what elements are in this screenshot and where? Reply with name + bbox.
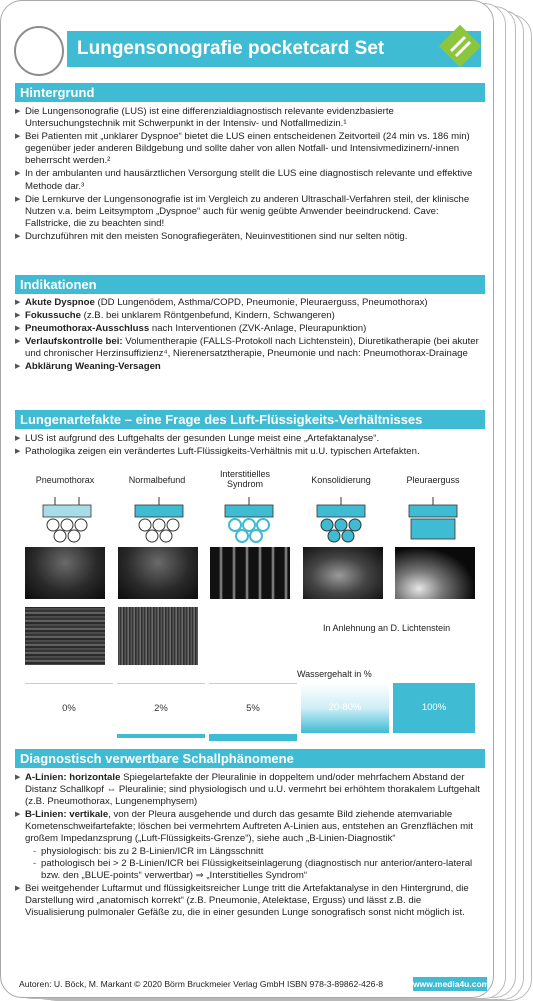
list-item: ▶ Pneumothorax-Ausschluss nach Interventionen (ZVK-Anlage, Pleurapunktion) <box>15 323 483 335</box>
pneumothorax-schema-icon <box>37 495 97 543</box>
ultrasound-image-pneumothorax <box>25 547 105 599</box>
section-heading-artefakte: Lungenartefakte – eine Frage des Luft-Flüssigkeits-Verhältnisses <box>15 410 485 429</box>
list-item-b-linien: ▶ B-Linien: vertikale, von der Pleura ausgehende und durch das gesamte Bild ziehende atemvariable Kometenschweifartefakte; löschen bei vermehrtem Auftreten A-Linien aus, entstehen an Grenzflächen mit großem Impedanzsprung („Luft-Flüssigkeits-Grenze“), siehe auch „B-Linien-Diagnostik“ - physiologisch: bis zu 2 B-Linien/ICR im Längsschnitt - pathologisch bei > 2 B-Linien/ICR bei Flüssigkeitseinlagerung (diagnostisch nur anterior/antero-lateral bzw. den „BLUE-points“ verwertbar) ⇒ „Interstitielles Syndrom“ <box>15 809 483 882</box>
pleuraerguss-schema-icon <box>403 495 463 543</box>
ultrasound-image-normalbefund <box>118 547 198 599</box>
b-linien-sublist <box>25 846 483 882</box>
schallphaenomene-list <box>15 772 483 920</box>
footer-credits: Autoren: U. Böck, M. Markant © 2020 Börm Bruckmeier Verlag GmbH ISBN 978-3-89862-426-8 <box>19 979 384 989</box>
sub-list-item: - pathologisch bei > 2 B-Linien/ICR bei Flüssigkeitseinlagerung (diagnostisch nur anterior/antero-lateral bzw. den „BLUE-points“ verwertbar) ⇒ „Interstitielles Syndrom“ <box>33 858 483 882</box>
ultrasound-image-interstitielles-syndrom <box>210 547 290 599</box>
list-item: ▶ Fokussuche (z.B. bei unklarem Röntgenbefund, Kindern, Schwangeren) <box>15 310 483 322</box>
water-content-2: 2% <box>117 683 205 738</box>
normalbefund-schema-icon <box>129 495 189 543</box>
hintergrund-list <box>15 106 483 244</box>
artifact-label-pleuraerguss: Pleuraerguss <box>406 475 460 485</box>
list-item: ▶ Durchzuführen mit den meisten Sonografiegeräten, Neuinvestitionen sind nur selten nötig. <box>15 231 483 243</box>
publisher-logo-icon <box>439 25 481 67</box>
water-content-100: 100% <box>393 683 475 733</box>
water-content-20-80: 20-80% <box>301 683 389 733</box>
water-content-label: Wassergehalt in % <box>297 669 372 679</box>
ultrasound-image-pleuraerguss <box>395 547 475 599</box>
footer-logo: www.media4u.com <box>413 979 490 989</box>
punch-hole <box>14 26 64 76</box>
list-item: ▶ Akute Dyspnoe (DD Lungenödem, Asthma/COPD, Pneumonie, Pleuraerguss, Pneumothorax) <box>15 297 483 309</box>
section-heading-indikationen: Indikationen <box>15 275 485 294</box>
sub-list-item: - physiologisch: bis zu 2 B-Linien/ICR im Längsschnitt <box>33 846 483 858</box>
list-item: ▶ Abklärung Weaning-Versagen <box>15 361 483 373</box>
artifact-label-pneumothorax: Pneumothorax <box>35 475 95 485</box>
list-item: ▶ Bei Patienten mit „unklarer Dyspnoe“ bietet die LUS einen entscheidenen Zeitvorteil (24 min vs. 186 min) gegenüber jeder anderen Bildgebung und sollte daher von allen Notfall- und Intensivmedizinern/-innen beherrscht werden.² <box>15 131 483 167</box>
list-item-a-linien: ▶ A-Linien: horizontale Spiegelartefakte der Pleuralinie in doppeltem und/oder mehrfachem Abstand der Distanz Schallkopf ⇔ Pleuralinie; sind physiologisch und u.U. vermehrt bei erhöhtem thorakalem Luftgehalt (z.B. Pneumothorax, Lungenemphysem) <box>15 772 483 808</box>
list-item: ▶ Die Lernkurve der Lungensonografie ist im Vergleich zu anderen Ultraschall-Verfahren steil, der klinische Nutzen v.a. beim Leitsymptom „Dyspnoe“ auch für wenig geübte Anwender beeindruckend. Cave: Fallstricke, die zu beachten sind! <box>15 194 483 230</box>
list-item: ▶ LUS ist aufgrund des Luftgehalts der gesunden Lunge meist eine „Artefaktanalyse“. <box>15 433 483 445</box>
list-item: ▶ Bei weitgehender Luftarmut und flüssigkeitsreicher Lunge tritt die Artefaktanalyse in den Hintergrund, die Darstellung wird „anatomisch korrekt“ (z.B. Pneumonie, Atelektase, Erguss) und lässt z.B. die Visualisierung pulmonaler Gefäße zu, die in einer gesunden Lunge sonografisch sonst nicht möglich ist. <box>15 883 483 919</box>
m-mode-image-pneumothorax <box>25 607 105 665</box>
section-heading-hintergrund: Hintergrund <box>15 83 485 102</box>
water-content-0: 0% <box>25 683 113 734</box>
attribution-note: In Anlehnung an D. Lichtenstein <box>323 623 451 633</box>
water-content-5: 5% <box>209 683 297 741</box>
list-item: ▶ Pathologika zeigen ein verändertes Luft-Flüssigkeits-Verhältnis mit u.U. typischen Artefakten. <box>15 446 483 458</box>
list-item: ▶ In der ambulanten und hausärztlichen Versorgung stellt die LUS eine diagnostisch relevante und effektive Methode dar.³ <box>15 168 483 192</box>
artifact-label-konsolidierung: Konsolidierung <box>311 475 371 485</box>
konsolidierung-schema-icon <box>311 495 371 543</box>
artifact-label-normalbefund: Normalbefund <box>128 475 186 485</box>
ultrasound-image-konsolidierung <box>303 547 383 599</box>
artifact-label-interstitielles-syndrom: Interstitielles Syndrom <box>219 469 271 489</box>
list-item: ▶ Verlaufskontrolle bei: Volumentherapie (FALLS-Protokoll nach Lichtenstein), Diuretikatherapie (bei akuter und chronischer Herzinsuffizienz⁴, Nierenersatztherapie, Pneumonie und nach: Pneumothorax-Drainage <box>15 336 483 360</box>
card-title: Lungensonografie pocketcard Set <box>67 31 481 67</box>
artefakte-list <box>15 433 483 459</box>
section-heading-schallphaenomene: Diagnostisch verwertbare Schallphänomene <box>15 749 485 768</box>
indikationen-list <box>15 297 483 375</box>
interstitielles-syndrom-schema-icon <box>219 495 279 543</box>
list-item: ▶ Die Lungensonografie (LUS) ist eine differenzialdiagnostisch relevante evidenzbasierte Untersuchungstechnik mit Schwerpunkt in der Intensiv- und Notfallmedizin.¹ <box>15 106 483 130</box>
m-mode-image-normalbefund <box>118 607 198 665</box>
